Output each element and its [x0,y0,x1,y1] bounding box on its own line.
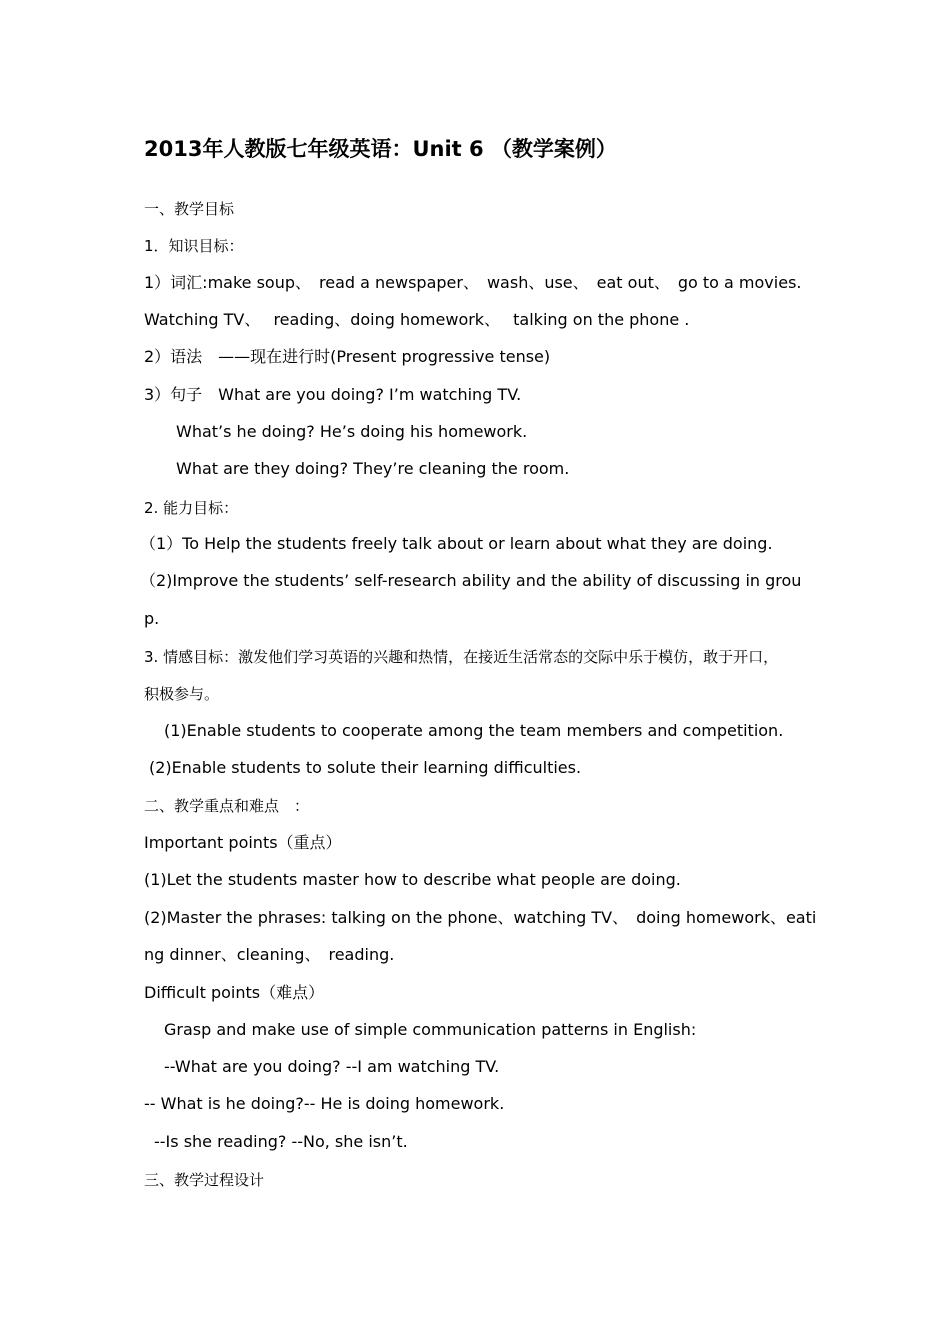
dialogue-line-3: --Is she reading? --No, she isn’t. [154,1132,408,1151]
important-point-2: (2)Master the phrases: talking on the phone、watching TV、 doing homework、eati [144,908,817,927]
vocabulary-line-1: 1）词汇:make soup、 read a newspaper、 wash、use、 eat out、 go to a movies. [144,273,802,292]
dialogue-line-1: --What are you doing? --I am watching TV. [164,1057,500,1076]
ability-goal-1: （1）To Help the students freely talk about or learn about what they are doing. [140,534,773,553]
important-point-1: (1)Let the students master how to describe what people are doing. [144,870,681,889]
subheading-knowledge-goals: 1．知识目标： [144,237,244,255]
important-points-heading: Important points（重点） [144,833,342,852]
dialogue-line-2: -- What is he doing?-- He is doing homework. [144,1094,505,1113]
sentence-line-2: What’s he doing? He’s doing his homework. [176,422,528,441]
vocabulary-line-2: Watching TV、 reading、doing homework、 talking on the phone . [144,310,690,329]
emotion-goal-1: (1)Enable students to cooperate among the team members and competition. [164,721,784,740]
ability-goal-2-continued: p. [144,609,160,628]
emotion-goal-2: (2)Enable students to solute their learning difficulties. [149,758,582,777]
emotion-goals-line-1: 3. 情感目标：激发他们学习英语的兴趣和热情，在接近生活常态的交际中乐于模仿，敢于开口， [144,648,779,666]
subheading-ability-goals: 2. 能力目标： [144,499,239,517]
grammar-line: 2）语法 ——现在进行时(Present progressive tense) [144,347,551,366]
document-title: 2013年人教版七年级英语：Unit 6 （教学案例） [144,137,617,161]
sentence-line-1: 3）句子 What are you doing? I’m watching TV. [144,385,522,404]
section-heading-teaching-process: 三、教学过程设计 [144,1171,265,1189]
section-heading-teaching-goals: 一、教学目标 [144,200,235,218]
sentence-line-3: What are they doing? They’re cleaning the room. [176,459,570,478]
difficult-points-intro: Grasp and make use of simple communication patterns in English: [164,1020,697,1039]
difficult-points-heading: Difficult points（难点） [144,983,325,1002]
important-point-2-continued: ng dinner、cleaning、 reading. [144,945,395,964]
ability-goal-2: （2)Improve the students’ self-research ability and the ability of discussing in grou [140,571,802,590]
section-heading-key-points: 二、教学重点和难点 ： [144,797,310,815]
emotion-goals-line-2: 积极参与。 [144,685,220,703]
